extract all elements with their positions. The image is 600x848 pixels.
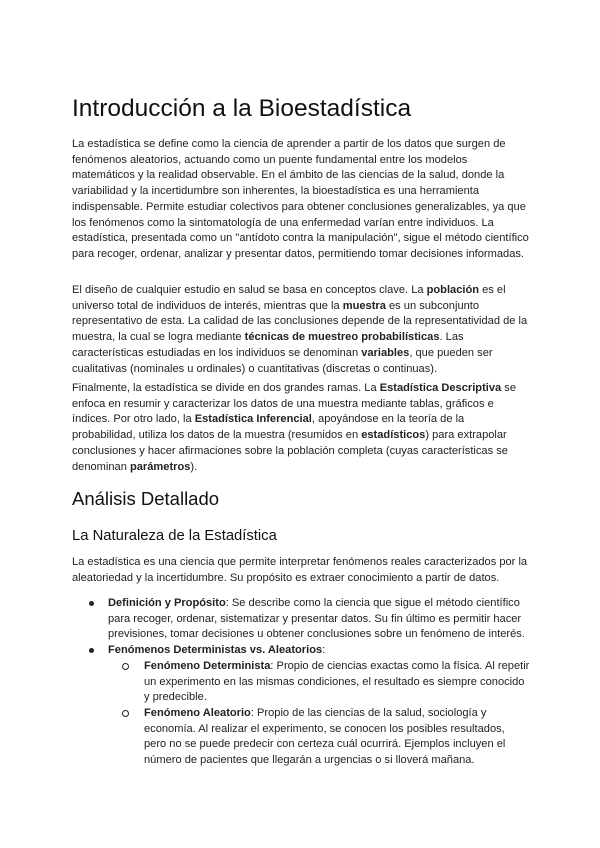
- section-paragraph: La estadística es una ciencia que permite interpretar fenómenos reales caracterizados por la aleatoriedad y la incertidumbre. Su propósito es extraer conocimiento a partir de datos.: [72, 556, 528, 584]
- text-run: ) para extrapolar conclusiones y hacer afirmaciones sobre la población completa (cuyas características se denominan: [72, 429, 508, 473]
- term-muestra: muestra: [342, 299, 386, 312]
- sub-list-item: [108, 706, 530, 769]
- section-subheading: La Naturaleza de la Estadística: [72, 528, 277, 544]
- text-run: Finalmente, la estadística se divide en dos grandes ramas. La: [72, 382, 380, 394]
- document-title: Introducción a la Bioestadística: [72, 95, 412, 122]
- intro-paragraph-1: La estadística se define como la ciencia de aprender a partir de los datos que surgen de fenómenos aleatorios, actuando como un puente fundamental entre los modelos matemáticos y la realidad observable. En el ámbito de las ciencias de la salud, donde la variabilidad y la incertidumbre son inherentes, la bioestadística es una herramienta indispensable. Permite estudiar colectivos para obtener conclusiones generalizables, ya que los fenómenos como la sintomatología de una enfermedad varían entre individuos. La estadística, presentada como un "antídoto contra la manipulación", sigue el método científico para recoger, ordenar, analizar y presentar datos, permitiendo tomar decisiones informadas.: [72, 138, 529, 260]
- term-poblacion: población: [426, 284, 480, 296]
- bullet-dot-icon: [89, 601, 94, 606]
- term-muestreo: técnicas de muestreo probabilísticas: [244, 331, 440, 344]
- text-run: ).: [190, 460, 198, 473]
- section-heading: Análisis Detallado: [72, 488, 220, 509]
- list-item-label: Definición y Propósito: [108, 597, 226, 609]
- list-item: [72, 596, 530, 643]
- intro-paragraph-2: [72, 283, 530, 377]
- text-run: es el universo total de individuos de interés, mientras que la: [72, 284, 506, 312]
- text-run: se enfoca en resumir y caracterizar los datos de una muestra mediante tablas, gráficos e índices. Por otro lado, la: [72, 382, 517, 426]
- sub-list-item-label: Fenómeno Aleatorio: [144, 706, 251, 719]
- sub-bullet-list: [108, 659, 530, 769]
- sub-list-item-text: : Propio de las ciencias de la salud, sociología y economía. Al realizar el experimento, se conocen los posibles resultados, pero no se puede predecir con certeza cuál ocurrirá. Ejemplos incluyen el número de pacientes que llegarán a urgencias o si lloverá mañana.: [144, 706, 506, 767]
- term-estadisticos: estadísticos: [361, 429, 426, 442]
- term-parametros: parámetros: [129, 460, 191, 473]
- list-item: [72, 643, 530, 769]
- text-run: es un subconjunto representativo de esta. La calidad de las conclusiones depende de la representatividad de la muestra, la cual se logra mediante: [72, 299, 528, 344]
- bullet-dot-icon: [89, 648, 94, 653]
- sub-list-item-text: : Propio de ciencias exactas como la física. Al repetir un experimento en las mismas condiciones, el resultado es siempre conocido y predecible.: [144, 659, 530, 704]
- sub-list-item: [108, 659, 530, 706]
- text-run: , apoyándose en la teoría de la probabilidad, utiliza los datos de la muestra (resumidos en: [72, 413, 465, 442]
- term-inferencial: Estadística Inferencial: [194, 413, 312, 426]
- term-descriptiva: Estadística Descriptiva: [379, 382, 502, 394]
- bullet-list: [72, 596, 530, 769]
- text-run: El diseño de cualquier estudio en salud se basa en conceptos clave. La: [72, 284, 427, 296]
- list-item-text: : Se describe como la ciencia que sigue el método científico para recoger, ordenar, sistematizar y presentar datos. Su fin último es permitir hacer previsiones, tomar decisiones u obtener conclusiones sobre un fenómeno de interés.: [108, 597, 525, 641]
- term-variables: variables: [361, 346, 410, 359]
- text-run: , que pueden ser cualitativas (nominales u ordinales) o cuantitativas (discretas o continuas).: [72, 346, 493, 375]
- list-item-text: :: [322, 644, 326, 657]
- text-run: . Las características estudiadas en los individuos se denominan: [72, 331, 464, 359]
- bullet-circle-icon: [122, 663, 129, 670]
- sub-list-item-label: Fenómeno Determinista: [144, 659, 271, 672]
- bullet-circle-icon: [122, 710, 129, 717]
- intro-paragraph-3: [72, 381, 530, 475]
- list-item-label: Fenómenos Deterministas vs. Aleatorios: [108, 644, 323, 657]
